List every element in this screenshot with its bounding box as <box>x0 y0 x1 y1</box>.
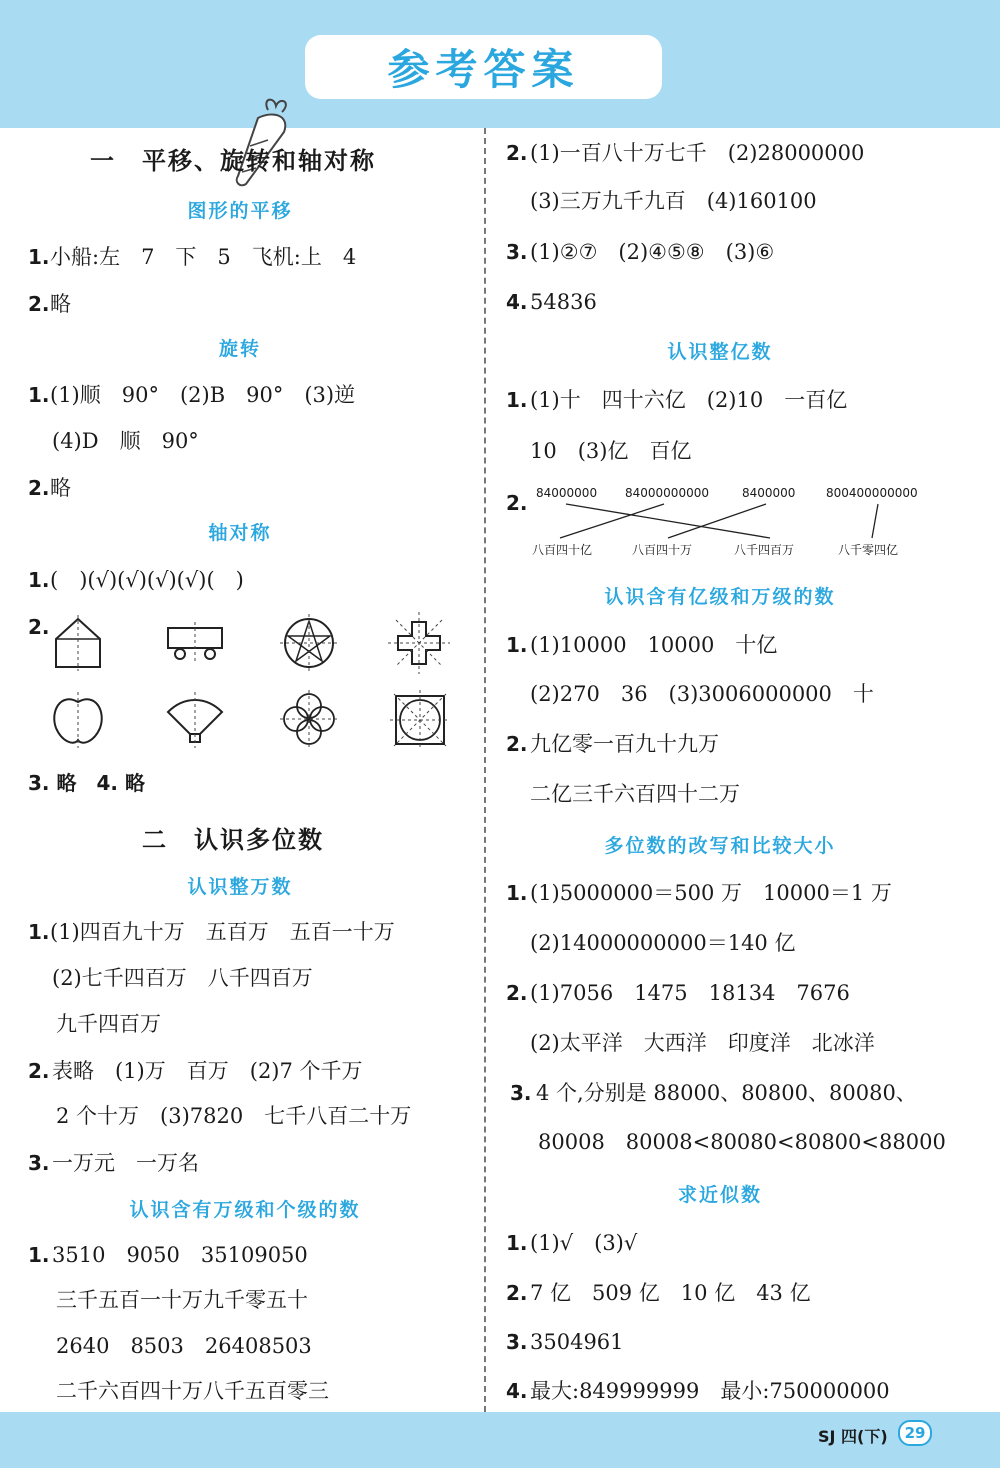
answer-text: (1)十 四十六亿 (2)10 一百亿 <box>530 388 848 412</box>
question-number: 1. <box>506 1231 528 1255</box>
answer-text: (2)270 36 (3)3006000000 十 <box>530 682 874 706</box>
answer-text: 一万元 一万名 <box>52 1151 199 1175</box>
answer-text: (1)顺 90° (2)B 90° (3)逆 <box>50 383 356 407</box>
flower-figure <box>280 690 338 748</box>
match-top-label: 8400000 <box>742 486 796 500</box>
answer-text: (1)√ (3)√ <box>530 1231 638 1255</box>
answer-text: 7 亿 509 亿 10 亿 43 亿 <box>530 1281 811 1305</box>
question-number: 2. <box>28 615 50 639</box>
answer-text: 九千四百万 <box>56 1012 161 1036</box>
answer-text: (1)10000 10000 十亿 <box>530 633 778 657</box>
answer-text: 2 个十万 (3)7820 七千八百二十万 <box>56 1104 412 1128</box>
question-number: 1. <box>28 920 50 944</box>
question-number: 2. <box>28 1059 50 1083</box>
question-number: 3. <box>506 1330 528 1354</box>
answer-text: (2)太平洋 大西洋 印度洋 北冰洋 <box>530 1031 875 1055</box>
section-title: 求近似数 <box>677 1184 762 1206</box>
answer-text: (1)5000000＝500 万 10000＝1 万 <box>530 881 892 905</box>
match-top-label: 84000000000 <box>625 486 709 500</box>
question-number: 1. <box>506 881 528 905</box>
question-number: 1. <box>28 1243 50 1267</box>
answer-text: 二千六百四十万八千五百零三 <box>56 1379 329 1403</box>
answer-text: 略 <box>50 476 71 500</box>
answer-text: (2)七千四百万 八千四百万 <box>52 966 313 990</box>
match-bottom-label: 八百四十万 <box>632 543 693 557</box>
match-top-label: 84000000 <box>536 486 598 500</box>
unit2-title: 二 认识多位数 <box>142 826 324 854</box>
answer-text: 小船:左 7 下 5 飞机:上 4 <box>50 245 357 269</box>
question-number: 3. <box>28 1151 50 1175</box>
answer-text: 54836 <box>530 290 597 314</box>
question-number: 2. <box>506 141 528 165</box>
matching-lines <box>530 502 930 540</box>
answer-text: 3. 略 4. 略 <box>28 771 145 795</box>
cross-figure <box>388 612 450 674</box>
answer-text: 4 个,分别是 88000、80800、80080、 <box>536 1081 917 1105</box>
section-title: 认识含有万级和个级的数 <box>129 1199 361 1221</box>
answer-text: 3510 9050 35109050 <box>52 1243 308 1267</box>
match-top-label: 800400000000 <box>826 486 918 500</box>
unit1-title: 一 平移、旋转和轴对称 <box>90 147 376 175</box>
section-title: 图形的平移 <box>187 200 293 222</box>
answer-text: 表略 (1)万 百万 (2)7 个千万 <box>52 1059 363 1083</box>
answer-text: 最大:849999999 最小:750000000 <box>530 1379 890 1403</box>
answer-text: 10 (3)亿 百亿 <box>530 439 692 463</box>
question-number: 2. <box>506 491 528 515</box>
question-number: 3. <box>506 240 528 264</box>
cart-figure <box>164 622 226 662</box>
answer-text: (1)7056 1475 18134 7676 <box>530 981 850 1005</box>
answer-text: (3)三万九千九百 (4)160100 <box>530 189 817 213</box>
question-number: 2. <box>506 981 528 1005</box>
question-number: 1. <box>28 245 50 269</box>
page-title: 参考答案 <box>387 45 580 94</box>
answer-text: (1)一百八十万七千 (2)28000000 <box>530 141 865 165</box>
match-bottom-label: 八千四百万 <box>734 543 795 557</box>
question-number: 2. <box>506 1281 528 1305</box>
question-number: 4. <box>506 1379 528 1403</box>
question-number: 3. <box>510 1081 532 1105</box>
star-circle-figure <box>280 614 338 672</box>
section-title: 认识含有亿级和万级的数 <box>604 586 836 608</box>
match-bottom-label: 八千零四亿 <box>838 543 899 557</box>
house-figure <box>52 615 104 671</box>
question-number: 1. <box>506 633 528 657</box>
answer-text: 3504961 <box>530 1330 624 1354</box>
section-title: 轴对称 <box>208 522 272 544</box>
answer-text: 略 <box>50 292 71 316</box>
section-title: 旋转 <box>218 338 261 360</box>
answer-text: (1)②⑦ (2)④⑤⑧ (3)⑥ <box>530 240 775 264</box>
page-number: 29 <box>898 1420 932 1446</box>
answer-text: (2)14000000000＝140 亿 <box>530 931 796 955</box>
question-number: 1. <box>28 383 50 407</box>
answer-text: 三千五百一十万九千零五十 <box>56 1288 308 1312</box>
answer-text: 80008 80008<80080<80800<88000 <box>538 1130 946 1154</box>
section-title: 认识整亿数 <box>667 341 773 363</box>
answer-text: (1)四百九十万 五百万 五百一十万 <box>50 920 395 944</box>
question-number: 1. <box>28 568 50 592</box>
apple-figure <box>50 692 106 748</box>
square-circle-figure <box>390 690 450 750</box>
question-number: 1. <box>506 388 528 412</box>
question-number: 2. <box>28 476 50 500</box>
section-title: 多位数的改写和比较大小 <box>604 835 836 857</box>
question-number: 4. <box>506 290 528 314</box>
section-title: 认识整万数 <box>187 876 293 898</box>
answer-text: 2640 8503 26408503 <box>56 1334 312 1358</box>
answer-text: 九亿零一百九十九万 <box>530 732 719 756</box>
answer-text: 二亿三千六百四十二万 <box>530 782 740 806</box>
question-number: 2. <box>28 292 50 316</box>
column-divider <box>484 128 486 1412</box>
answer-text: ( )(√)(√)(√)(√)( ) <box>50 568 244 592</box>
question-number: 2. <box>506 732 528 756</box>
answer-text: (4)D 顺 90° <box>52 429 199 453</box>
fan-figure <box>164 692 226 748</box>
book-code: SJ 四(下) <box>818 1427 888 1446</box>
match-bottom-label: 八百四十亿 <box>532 543 593 557</box>
